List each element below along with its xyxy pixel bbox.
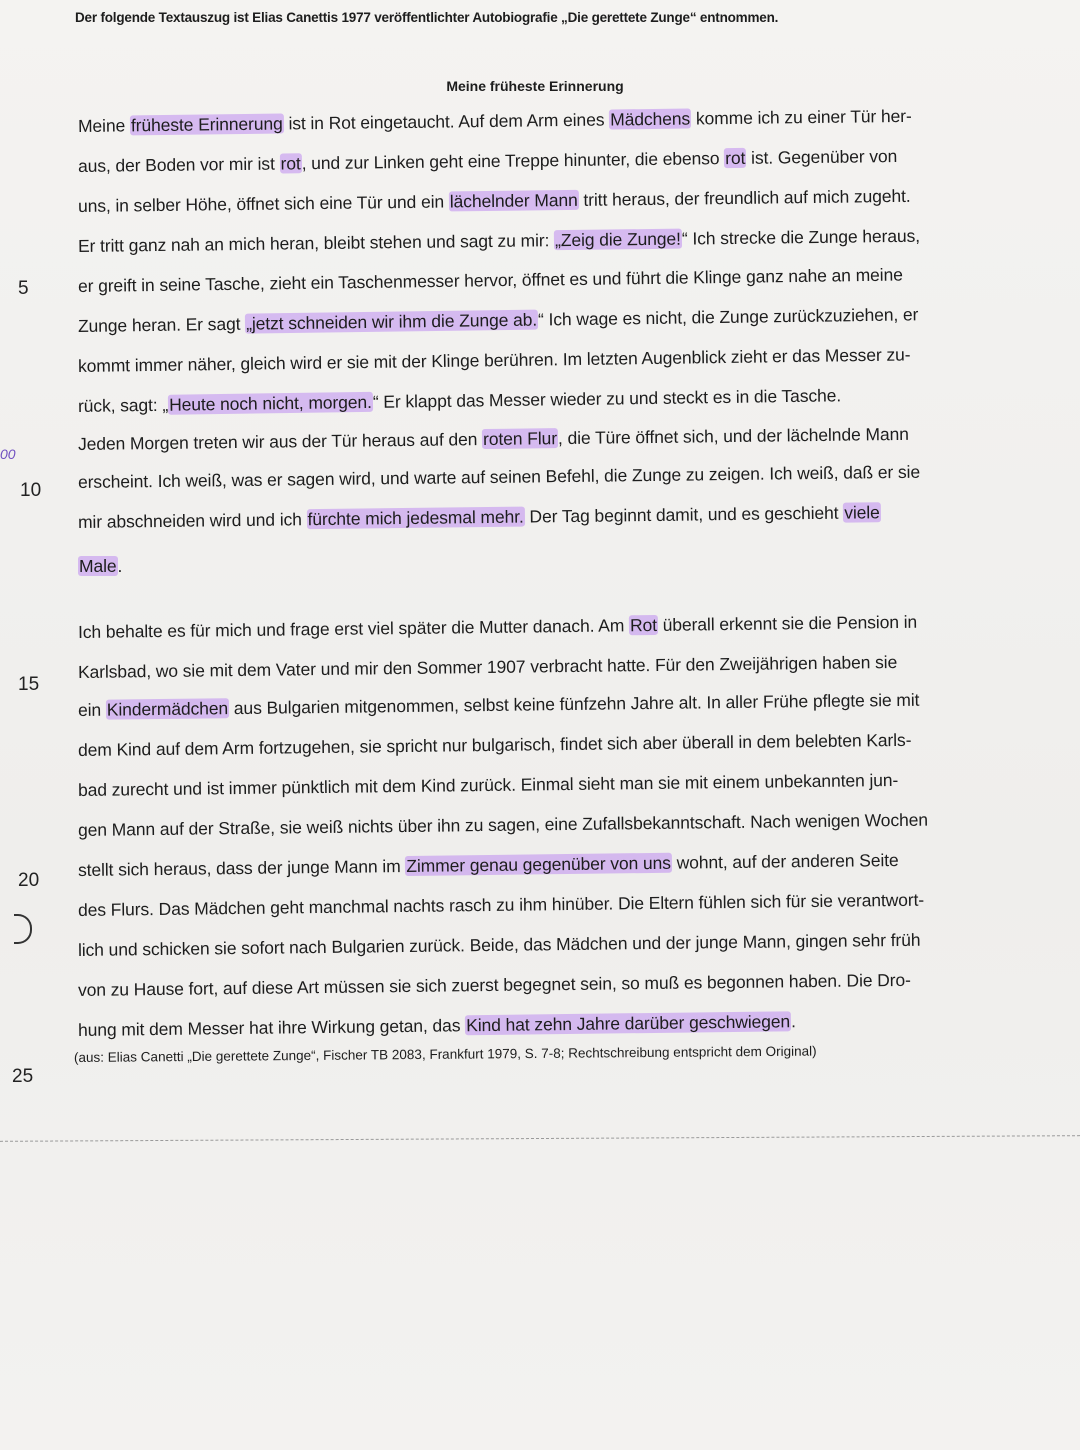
text-segment: erscheint. Ich weiß, was er sagen wird, und warte auf seinen Befehl, die Zunge zu zeigen. Ich weiß, daß er sie xyxy=(77,461,921,492)
text-segment: Meine xyxy=(77,115,131,136)
text-segment: stellt sich heraus, dass der junge Mann im xyxy=(77,856,406,880)
highlighted-phrase: Kind hat zehn Jahre darüber geschwiegen xyxy=(466,1011,791,1036)
highlighted-phrase: Mädchens xyxy=(610,108,691,130)
highlighted-phrase: Rot xyxy=(629,614,658,636)
text-segment: komme ich zu einer Tür her- xyxy=(690,105,912,129)
line-number-5: 5 xyxy=(18,278,29,299)
highlighted-phrase: „Zeig die Zunge! xyxy=(554,228,682,251)
text-segment: von zu Hause fort, auf diese Art müssen sie sich zuerst begegnet sein, so muß es begonnen haben. Die Dro- xyxy=(77,969,911,1000)
text-segment: , und zur Linken geht eine Treppe hinunter, die ebenso xyxy=(301,148,725,174)
highlighted-phrase: rot xyxy=(725,147,746,169)
text-segment: mir abschneiden wird und ich xyxy=(77,509,307,532)
text-segment: dem Kind auf dem Arm fortzugehen, sie spricht nur bulgarisch, findet sich aber überall in dem belebten Karls- xyxy=(77,729,912,760)
text-segment: wohnt, auf der anderen Seite xyxy=(671,849,899,873)
highlighted-phrase: rot xyxy=(280,153,301,174)
handwritten-margin-note: 00 xyxy=(0,446,16,462)
text-segment: er greift in seine Tasche, zieht ein Taschenmesser hervor, öffnet es und führt die Klinge ganz nahe an meine xyxy=(77,264,903,296)
highlighted-phrase: lächelnder Mann xyxy=(449,189,578,212)
text-segment: lich und schicken sie sofort nach Bulgarien zurück. Beide, das Mädchen und der junge Mann, gingen sehr früh xyxy=(77,929,921,960)
highlighted-phrase: Zimmer genau gegenüber von uns xyxy=(406,852,671,876)
text-segment: aus Bulgarien mitgenommen, selbst keine fünfzehn Jahre alt. In aller Frühe pflegte sie mit xyxy=(228,689,920,719)
text-segment: gen Mann auf der Straße, sie weiß nichts über ihn zu sagen, eine Zufallsbekanntschaft. Nach wenigen Wochen xyxy=(77,809,929,840)
text-segment: tritt heraus, der freundlich auf mich zugeht. xyxy=(578,185,911,210)
text-segment: “ Er klappt das Messer wieder zu und steckt es in die Tasche. xyxy=(372,385,842,412)
text-segment: Zunge heran. Er sagt xyxy=(77,313,246,336)
highlighted-phrase: fürchte mich jedesmal mehr. xyxy=(307,506,524,530)
highlighted-phrase: Male xyxy=(79,556,117,576)
text-segment: Er tritt ganz nah an mich heran, bleibt stehen und sagt zu mir: xyxy=(77,230,555,256)
text-segment: des Flurs. Das Mädchen geht manchmal nachts rasch zu ihm hinüber. Die Eltern fühlen sich für sie verantwort- xyxy=(77,889,925,920)
text-segment: uns, in selber Höhe, öffnet sich eine Tür und ein xyxy=(77,191,449,216)
text-segment: ist. Gegenüber von xyxy=(746,145,898,168)
highlighted-phrase: roten Flur xyxy=(482,428,558,450)
line-number-25: 25 xyxy=(12,1066,34,1087)
text-segment: überall erkennt sie die Pension in xyxy=(657,611,918,635)
line-number-10: 10 xyxy=(20,480,42,501)
highlighted-phrase: Kindermädchen xyxy=(106,698,229,720)
text-segment: Jeden Morgen treten wir aus der Tür heraus auf den xyxy=(77,429,483,454)
page-title: Meine früheste Erinnerung xyxy=(446,78,624,94)
text-segment: “ Ich strecke die Zunge heraus, xyxy=(681,225,921,249)
text-segment: ist in Rot eingetaucht. Auf dem Arm eines xyxy=(283,109,610,134)
line-number-15: 15 xyxy=(18,674,40,695)
text-segment: , die Türe öffnet sich, und der lächelnde Mann xyxy=(557,423,909,449)
text-segment: bad zurecht und ist immer pünktlich mit dem Kind zurück. Einmal sieht man sie mit einem unbekannten jun- xyxy=(77,769,899,800)
highlighted-phrase: Heute noch nicht, morgen. xyxy=(168,391,372,415)
text-segment: ein xyxy=(77,699,106,720)
text-segment: Karlsbad, wo sie mit dem Vater und mir den Sommer 1907 verbracht hatte. Für den Zweijährigen haben sie xyxy=(77,651,898,682)
text-segment: . xyxy=(117,556,123,576)
text-segment: kommt immer näher, gleich wird er sie mit der Klinge berühren. Im letzten Augenblick zieht er das Messer zu- xyxy=(77,344,911,376)
text-line xyxy=(78,556,122,577)
highlighted-phrase: viele xyxy=(844,502,880,523)
text-segment: rück, sagt: „ xyxy=(77,394,169,416)
line-number-20: 20 xyxy=(18,870,40,891)
text-segment: hung mit dem Messer hat ihre Wirkung getan, das xyxy=(77,1015,466,1040)
text-segment: Ich behalte es für mich und frage erst viel später die Mutter danach. Am xyxy=(77,615,630,642)
text-segment: Der Tag beginnt damit, und es geschieht xyxy=(524,502,844,527)
intro-text: Der folgende Textauszug ist Elias Canettis 1977 veröffentlichter Autobiografie „Die gerettete Zunge“ entnommen. xyxy=(75,10,779,25)
highlighted-phrase: „jetzt schneiden wir ihm die Zunge ab. xyxy=(246,309,538,334)
highlighted-phrase: früheste Erinnerung xyxy=(130,113,283,136)
text-segment: aus, der Boden vor mir ist xyxy=(77,153,280,176)
text-segment: “ Ich wage es nicht, die Zunge zurückzuziehen, er xyxy=(537,304,919,330)
text-segment: . xyxy=(790,1011,796,1032)
source-citation: (aus: Elias Canetti „Die gerettete Zunge“, Fischer TB 2083, Frankfurt 1979, S. 7-8; Rechtschreibung entspricht dem Original) xyxy=(73,1043,817,1065)
